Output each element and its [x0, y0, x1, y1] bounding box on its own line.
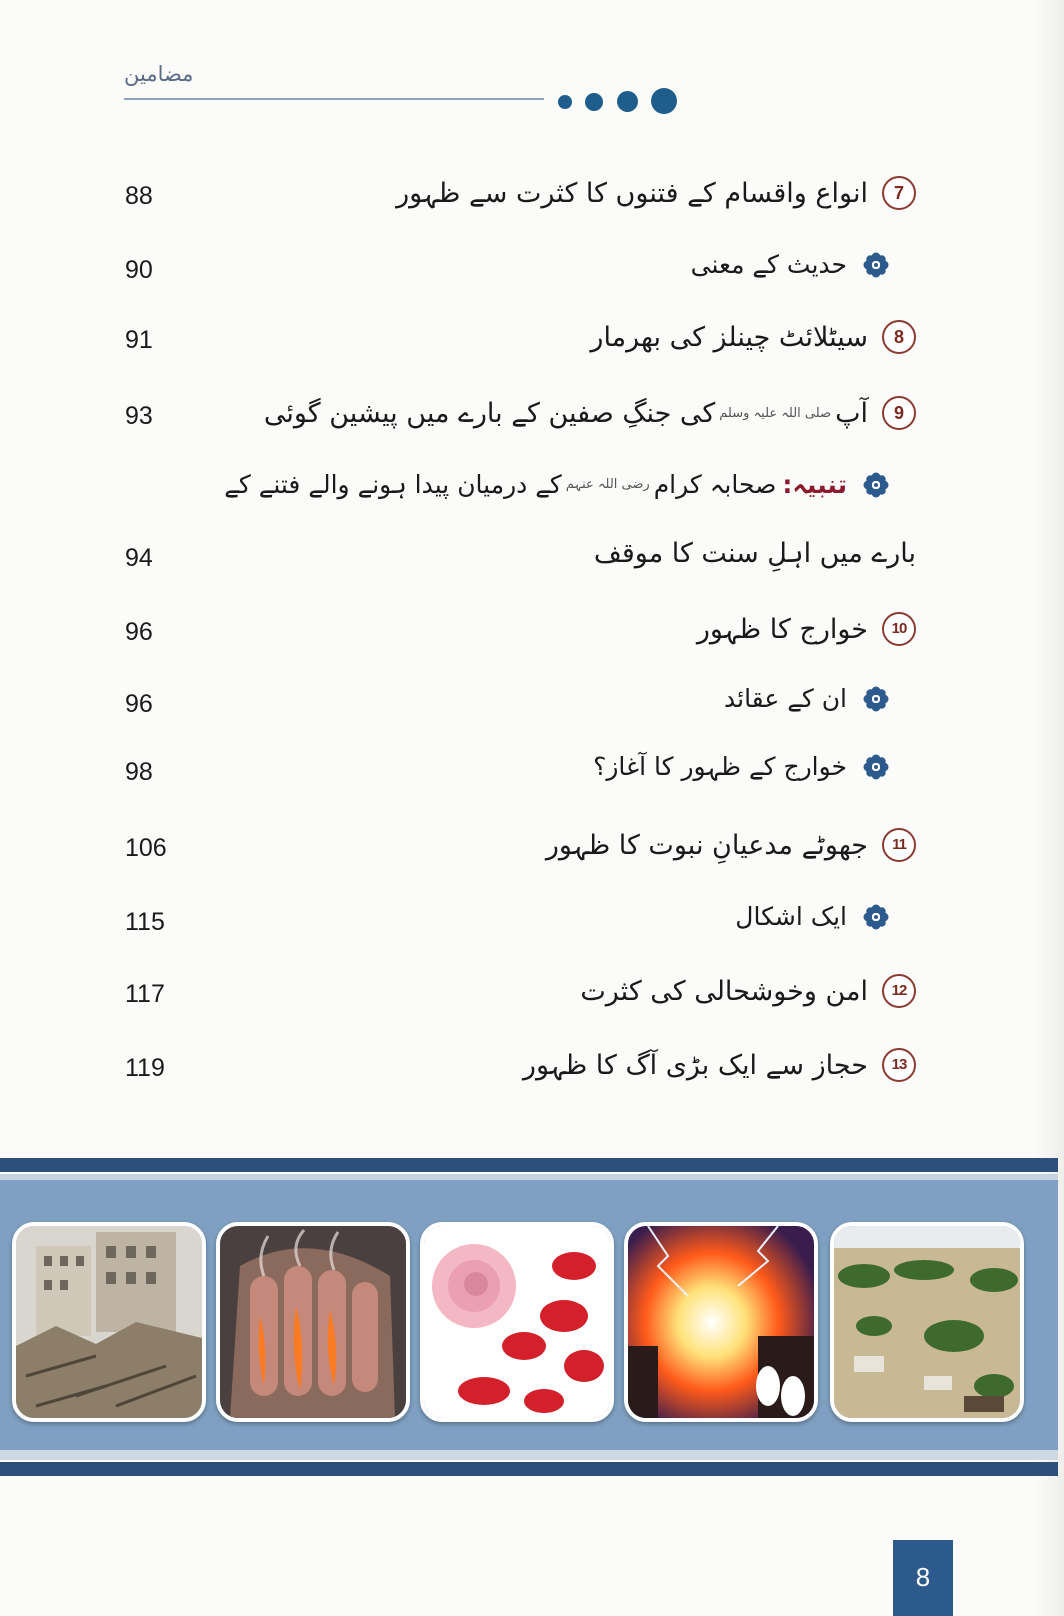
- flood-image: [830, 1222, 1024, 1422]
- toc-page-number: 91: [125, 326, 153, 354]
- toc-entry-title-wrap: [590, 320, 916, 354]
- toc-entry-title-wrap: [735, 902, 889, 931]
- toc-entry[interactable]: [0, 606, 1064, 662]
- band-bottom-highlight: [0, 1450, 1058, 1460]
- toc-page-number: 119: [125, 1054, 165, 1082]
- toc-entry[interactable]: [0, 314, 1064, 370]
- toc-entry-title: حدیث کے معنی: [690, 250, 847, 279]
- toc-entry-title: انواع واقسام کے فتنوں کا کثرت سے ظہور: [396, 177, 868, 209]
- burning-hand-image: [216, 1222, 410, 1422]
- toc-entry-title-wrap: [396, 176, 916, 210]
- flower-bullet-icon: [863, 252, 889, 278]
- toc-entry-title: سیٹلائٹ چینلز کی بھرمار: [590, 321, 868, 353]
- toc-page-number: 93: [125, 402, 153, 430]
- page-header-title: مضامین: [124, 62, 194, 86]
- entry-number-badge: 9: [882, 396, 916, 430]
- toc-page-number: 96: [125, 690, 153, 718]
- toc-entry[interactable]: [0, 170, 1064, 226]
- collapsed-buildings-image: [12, 1222, 206, 1422]
- page-number: 8: [915, 1562, 931, 1592]
- toc-page-number: 94: [125, 544, 153, 572]
- header-dot: [558, 95, 572, 109]
- toc-page-number: 96: [125, 618, 153, 646]
- toc-entry-title-part: صحابہ کرام: [653, 470, 777, 499]
- header-dot: [617, 91, 638, 112]
- toc-entry-title-wrap: [523, 1048, 916, 1082]
- header-dot: [651, 88, 677, 114]
- toc-entry-title-wrap: [594, 538, 916, 569]
- toc-page-number: 98: [125, 758, 153, 786]
- entry-number-badge: 7: [882, 176, 916, 210]
- note-label: تنبیہ:: [782, 470, 847, 499]
- toc-page-number: 106: [125, 834, 167, 862]
- toc-entry-title: ایک اشکال: [735, 902, 847, 931]
- toc-entry-title-part: کے درمیان پیدا ہونے والے فتنے کے: [224, 470, 562, 499]
- toc-page-number: 117: [125, 980, 165, 1008]
- toc-subentry[interactable]: [0, 244, 1064, 300]
- toc-entry-title-wrap: [264, 396, 916, 430]
- toc-entry-title-wrap: [593, 752, 889, 781]
- toc-subentry[interactable]: [0, 464, 1064, 520]
- entry-number-badge: 10: [882, 612, 916, 646]
- toc-entry-title: خوارج کے ظہور کا آغاز؟: [593, 752, 847, 781]
- header-dot: [585, 93, 603, 111]
- toc-entry-title-wrap: [580, 974, 916, 1008]
- entry-number-badge: 12: [882, 974, 916, 1008]
- band-bottom-stripe: [0, 1462, 1058, 1476]
- toc-subentry-continuation[interactable]: [0, 532, 1064, 588]
- toc-subentry[interactable]: [0, 896, 1064, 952]
- toc-entry-title-part: کی جنگِ صفین کے بارے میں پیشین گوئی: [263, 397, 716, 429]
- toc-entry-title-wrap: [697, 612, 916, 646]
- entry-number-badge: 13: [882, 1048, 916, 1082]
- toc-entry[interactable]: [0, 968, 1064, 1024]
- toc-entry-title: امن وخوشحالی کی کثرت: [580, 975, 868, 1007]
- toc-entry-title-wrap: [691, 250, 889, 279]
- toc-entry[interactable]: [0, 1042, 1064, 1098]
- toc-entry-title: حجاز سے ایک بڑی آگ کا ظہور: [522, 1049, 868, 1081]
- entry-number-badge: 8: [882, 320, 916, 354]
- toc-entry-title: بارے میں اہلِ سنت کا موقف: [593, 538, 916, 569]
- entry-number-badge: 11: [882, 828, 916, 862]
- toc-entry-title-wrap: [546, 828, 916, 862]
- toc-entry-title: خوارج کا ظہور: [696, 613, 868, 645]
- toc-entry-title-part: آپ: [835, 397, 868, 429]
- toc-subentry[interactable]: [0, 678, 1064, 734]
- toc-entry-title: جھوٹے مدعیانِ نبوت کا ظہور: [545, 829, 868, 861]
- toc-entry[interactable]: [0, 822, 1064, 878]
- lightning-fire-image: [624, 1222, 818, 1422]
- toc-page-number: 90: [125, 256, 153, 284]
- flower-bullet-icon: [863, 754, 889, 780]
- flower-bullet-icon: [863, 904, 889, 930]
- page-number-box: [893, 1540, 953, 1616]
- toc-page-number: 115: [125, 908, 165, 936]
- band-top-stripe: [0, 1158, 1058, 1172]
- toc-entry[interactable]: [0, 390, 1064, 446]
- flower-bullet-icon: [863, 472, 889, 498]
- honorific-glyph: رضی اللہ عنہم: [565, 477, 650, 492]
- header-rule: [124, 98, 544, 100]
- toc-page-number: 88: [125, 182, 153, 210]
- toc-entry-title-wrap: [224, 470, 889, 499]
- honorific-glyph: صلی اللہ علیہ وسلم: [719, 405, 832, 421]
- toc-subentry[interactable]: [0, 746, 1064, 802]
- toc-entry-title: ان کے عقائد: [723, 684, 847, 713]
- flower-bullet-icon: [863, 686, 889, 712]
- rose-petals-image: [420, 1222, 614, 1422]
- toc-entry-title-wrap: [724, 684, 889, 713]
